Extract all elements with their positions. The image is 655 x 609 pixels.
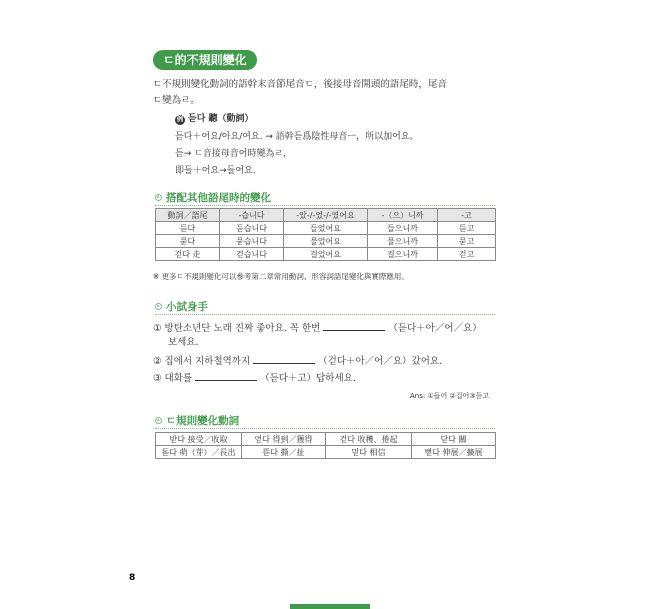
table-cell: 묻습니다 xyxy=(220,235,284,248)
intro-line-2: ㄷ變為ㄹ。 xyxy=(153,95,200,106)
table-cell: 물으니까 xyxy=(368,235,438,248)
quiz-question-3 xyxy=(153,370,356,386)
table-row xyxy=(156,433,496,446)
table-row xyxy=(156,446,496,459)
example-line-3: 即들＋어요→들어요. xyxy=(175,166,256,176)
table-cell: 걷습니다 xyxy=(220,248,284,261)
quiz-question-1 xyxy=(153,320,482,336)
quiz-text: ② 집에서 지하철역까지 xyxy=(153,356,251,367)
table-row xyxy=(156,248,496,261)
table-cell: 들었어요 xyxy=(284,222,368,235)
table-header-cell: -（으）니까 xyxy=(368,209,438,222)
example-line-2: 듣→ ㄷ音接母音어時變為ㄹ， xyxy=(175,149,293,159)
table-row xyxy=(156,235,496,248)
table-cell: 물었어요 xyxy=(284,235,368,248)
regular-section-title: ㄷ規則變化動詞 xyxy=(166,415,240,427)
table-cell: 걷다 收穫、捲起 xyxy=(326,433,412,446)
quiz-question-1-cont: 보세요. xyxy=(168,337,199,348)
quiz-text: ① 방탄소년단 노래 진짜 좋아요. 꼭 한번 xyxy=(153,323,321,334)
answer-blank xyxy=(323,320,385,331)
answer-key: Ans: ①들어 ②걸어③듣고 xyxy=(410,392,490,400)
table-cell: 걸으니까 xyxy=(368,248,438,261)
example-head-text: 듣다 聽（動詞） xyxy=(188,114,254,124)
answer-blank xyxy=(195,370,257,381)
example-head xyxy=(175,113,254,126)
section-divider xyxy=(155,428,495,429)
table-header-cell: -았-/-었-/-였어요 xyxy=(284,209,368,222)
section-divider xyxy=(155,314,495,315)
conj-section-title: 搭配其他語尾時的變化 xyxy=(166,192,271,204)
page-number: 8 xyxy=(129,573,136,583)
conjugation-table xyxy=(155,208,496,261)
answer-blank xyxy=(253,353,315,364)
quiz-hint: （걷다＋아／어／요）갔어요. xyxy=(318,356,443,367)
table-cell: 묻고 xyxy=(438,235,496,248)
target-icon xyxy=(155,194,162,201)
table-cell: 걷다 走 xyxy=(156,248,220,261)
table-header-row xyxy=(156,209,496,222)
table-cell: 얻다 得到／獲得 xyxy=(242,433,326,446)
table-cell: 듣습니다 xyxy=(220,222,284,235)
table-cell: 받다 接受／收取 xyxy=(156,433,242,446)
table-cell: 돋다 萌（芽）／長出 xyxy=(156,446,242,459)
table-row xyxy=(156,222,496,235)
quiz-title: 小試身手 xyxy=(166,301,208,313)
table-cell: 듣고 xyxy=(438,222,496,235)
section-title: ㄷ的不規則變化 xyxy=(153,50,257,70)
note-text: ※ 更多ㄷ不規則變化可以參考第二章常用動詞、形容詞語尾變化與實際應用。 xyxy=(153,272,409,281)
target-icon xyxy=(155,417,162,424)
example-line-1: 듣다＋어요/아요/여요. → 語幹듣爲陰性母音ㅡ，所以加어요。 xyxy=(175,132,419,142)
table-cell: 뜯다 撕／扯 xyxy=(242,446,326,459)
table-cell: 뻗다 伸展／擴展 xyxy=(412,446,496,459)
table-cell: 들으니까 xyxy=(368,222,438,235)
quiz-hint: （듣다＋아／어／요） xyxy=(388,323,482,334)
table-cell: 걸었어요 xyxy=(284,248,368,261)
quiz-hint: （듣다＋고）답하세요. xyxy=(260,373,356,384)
table-cell: 믿다 相信 xyxy=(326,446,412,459)
table-cell: 묻다 xyxy=(156,235,220,248)
table-cell: 닫다 關 xyxy=(412,433,496,446)
bottom-accent-bar xyxy=(290,604,370,609)
quiz-heading xyxy=(155,299,208,314)
quiz-text: ③ 대화를 xyxy=(153,373,193,384)
section-divider xyxy=(155,205,495,206)
example-badge-icon: 例 xyxy=(176,115,184,123)
table-header-cell: -습니다 xyxy=(220,209,284,222)
table-header-cell: -고 xyxy=(438,209,496,222)
table-header-cell: 動詞／語尾 xyxy=(156,209,220,222)
table-cell: 걷고 xyxy=(438,248,496,261)
regular-verbs-table xyxy=(155,432,496,459)
regular-section-heading xyxy=(155,413,239,428)
intro-line-1: ㄷ不規則變化動詞的語幹末音節尾音ㄷ，後接母音開頭的語尾時，尾音 xyxy=(153,79,447,90)
table-cell: 듣다 xyxy=(156,222,220,235)
conj-section-heading xyxy=(155,190,271,205)
target-icon xyxy=(155,303,162,310)
quiz-question-2 xyxy=(153,353,442,369)
